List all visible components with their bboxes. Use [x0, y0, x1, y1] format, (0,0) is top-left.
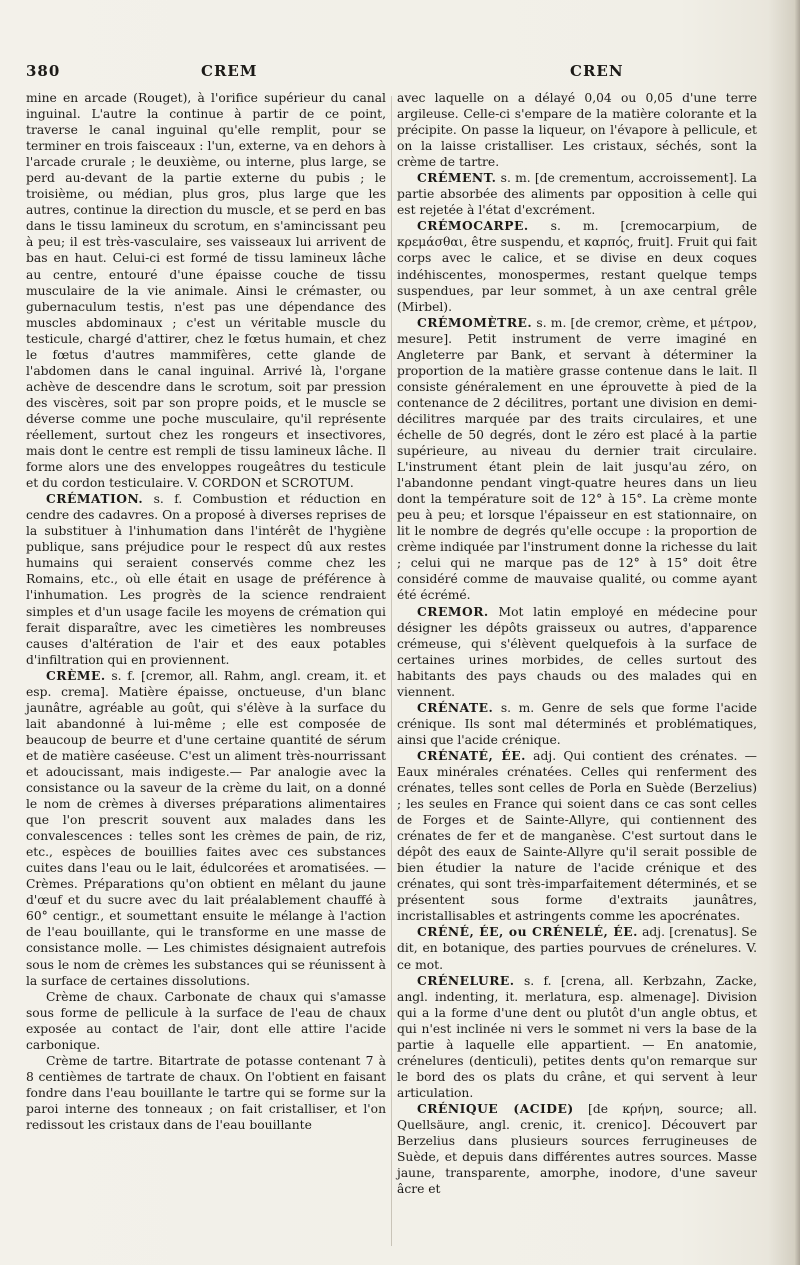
- entry-text: s. f. [crena, all. Kerbzahn, Zacke, angl. indenting, it. merlatura, esp. almenage]. Division qui a la forme d'une dent ou plutôt d'un angle obtus, et qui n'est inclinée ni vers le sommet ni vers la base de la partie à laquelle elle appartient. — En anatomie, crénelures (denticuli), petites dents qu'on remarque sur le bord des os plats du crâne, et qui servent à leur articulation.: [397, 973, 757, 1100]
- dictionary-entry: [397, 218, 757, 314]
- dictionary-entry: [397, 748, 757, 925]
- entry-text: mine en arcade (Rouget), à l'orifice supérieur du canal inguinal. L'autre la continue à partir de ce point, traverse le canal inguinal qu'elle remplit, pour se terminer en trois faisceaux : l'un, externe, va en dehors à l'arcade crurale ; le deuxième, ou interne, plus large, se perd au-devant de la partie externe du pubis ; le troisième, ou médian, plus gros, plus large que les autres, continue la direction du muscle, et se perd en bas dans le tissu lamineux du scrotum, en s'amincissant peu à peu; il est très-vasculaire, ses vaisseaux lui arrivent de bas en haut. Celui-ci est formé de tissu lamineux lâche au centre, entouré d'une épaisse couche de tissu musculaire de la vie animale. Ainsi le crémaster, ou gubernaculum testis, n'est pas une dépendance des muscles abdominaux ; c'est un véritable muscle du testicule, chargé d'attirer, chez le fœtus humain, et chez le fœtus d'autres mammifères, cette glande de l'abdomen dans le canal inguinal. Arrivé là, l'organe achève de descendre dans le scrotum, soit par pression des viscères, soit par son propre poids, et le muscle se déverse comme une poche musculaire, qu'il représente réellement, surtout chez les rongeurs et insectivores, mais dont le centre est rempli de tissu lamineux lâche. Il forme alors une des enveloppes rougeâtres du testicule et du cordon testiculaire. V. CORDON et SCROTUM.: [26, 91, 386, 491]
- book-spine-shadow: [794, 0, 800, 1265]
- entry-text: s. m. Genre de sels que forme l'acide crénique. Ils sont mal déterminés et problématiques, ainsi que l'acide crénique.: [397, 700, 757, 747]
- right-column: [397, 90, 757, 1197]
- entry-headword: CRÉNATE.: [417, 699, 494, 715]
- entry-headword: CREMOR.: [417, 603, 489, 619]
- entry-text: s. f. Combustion et réduction en cendre des cadavres. On a proposé à diverses reprises de la substituer à l'inhumation dans l'intérêt de l'hygiène publique, sans préjudice pour le respect dû aux restes humains qui seraient conservés comme chez les Romains, etc., où elle était en usage de préférence à l'inhumation. Les progrès de la science rendraient simples et d'un usage facile les moyens de crémation qui ferait disparaître, avec les cimetières les nombreuses causes d'altération de l'air et des eaux potables d'infiltration qui en proviennent.: [26, 492, 386, 667]
- entry-text: Crème de chaux. Carbonate de chaux qui s'amasse sous forme de pellicule à la surface de l'eau de chaux exposée au contact de l'air, dont elle attire l'acide carbonique.: [26, 989, 386, 1052]
- dictionary-entry: [26, 668, 386, 989]
- entry-text: adj. Qui contient des crénates. — Eaux minérales crénatées. Celles qui renferment des crénates, telles sont celles de Porla en Suède (Berzelius) ; les seules en France qui soient dans ce cas sont celles de Forges et de Sainte-Allyre, qui contiennent des crénates de fer et de manganèse. C'est surtout dans le dépôt des eaux de Sainte-Allyre qu'il serait possible de bien étudier la nature de l'acide crénique et des crénates, qui sont très-imparfaitement déterminés, et se présentent sous forme d'extraits jaunâtres, incristallisables et astringents comme les apocrénates.: [397, 748, 757, 924]
- entry-text: avec laquelle on a délayé 0,04 ou 0,05 d'une terre argileuse. Celle-ci s'empare de la matière colorante et la précipite. On passe la liqueur, on l'évapore à pellicule, et on la laisse cristalliser. Les cristaux, séchés, sont la crème de tartre.: [397, 91, 757, 170]
- dictionary-entry: [397, 973, 757, 1101]
- column-divider: [391, 96, 392, 1246]
- entry-text: s. m. [cremocarpium, de κρεμάσθαι, être suspendu, et καρπός, fruit]. Fruit qui fait corps avec le calice, et se divise en deux coques indéhiscentes, monospermes, restant quelque temps suspendues, par leur sommet, à un axe central grêle (Mirbel).: [397, 219, 757, 314]
- continuation-paragraph: [397, 90, 757, 170]
- dictionary-subentry: [26, 989, 386, 1053]
- entry-headword: CRÉMATION.: [46, 491, 144, 507]
- entry-text: s. f. [cremor, all. Rahm, angl. cream, it. et esp. crema]. Matière épaisse, onctueuse, d'un blanc jaunâtre, agréable au goût, qui s'élève à la surface du lait abandonné à lui-même ; elle est composée de beaucoup de beurre et d'une certaine quantité de sérum et de matière caséeuse. C'est un aliment très-nourrissant et adoucissant, mais indigeste.— Par analogie avec la consistance ou la saveur de la crème du lait, on a donné le nom de crèmes à diverses préparations alimentaires que l'on prescrit souvent aux malades dans les convalescences : telles sont les crèmes de pain, de riz, etc., espèces de bouillies faites avec ces substances cuites dans l'eau ou le lait, édulcorées et aromatisées. — Crèmes. Préparations qu'on obtient en mêlant du jaune d'œuf et du sucre avec du lait préalablement chauffé à 60° centigr., et soumettant ensuite le mélange à l'action de l'eau bouillante, qui le transforme en une masse de consistance molle. — Les chimistes désignaient autrefois sous le nom de crèmes les substances qui se réunissent à la surface de certaines dissolutions.: [26, 668, 386, 988]
- dictionary-entry: [397, 170, 757, 218]
- entry-text: s. m. [de crementum, accroissement]. La partie absorbée des aliments par opposition à celle qui est rejetée à l'état d'excrément.: [397, 171, 757, 218]
- dictionary-entry: [397, 1101, 757, 1197]
- entry-headword: CRÉMOMÈTRE.: [417, 314, 533, 330]
- entry-headword: CRÉNIQUE (ACIDE): [417, 1100, 574, 1116]
- entry-headword: CRÈME.: [46, 667, 106, 683]
- continuation-paragraph: [26, 90, 386, 491]
- left-column: [26, 90, 386, 1133]
- entry-headword: CRÉNATÉ, ÉE.: [417, 747, 526, 763]
- entry-text: s. m. [de cremor, crème, et μέτρον, mesure]. Petit instrument de verre imaginé en Angleterre par Bank, et servant à déterminer la proportion de la matière grasse contenue dans le lait. Il consiste généralement en une éprouvette à pied de la contenance de 2 décilitres, portant une division en demi-décilitres marquée par des traits circulaires, et une échelle de 50 degrés, dont le zéro est placé à la partie supérieure, au niveau du dernier trait circulaire. L'instrument étant plein de lait jusqu'au zéro, on l'abandonne pendant vingt-quatre heures dans un lieu dont la température soit de 12° à 15°. La crème monte peu à peu; et lorsque l'épaisseur en est stationnaire, on lit le nombre de degrés qu'elle occupe : la proportion de crème indiquée par l'instrument donne la richesse du lait ; celui qui ne marque pas de 12° à 15° doit être considéré comme de mauvaise qualité, ou comme ayant été écrémé.: [397, 315, 757, 603]
- entry-headword: CRÉNELURE.: [417, 972, 515, 988]
- entry-headword: CRÉNÉ, ÉE, ou CRÉNELÉ, ÉE.: [417, 924, 638, 940]
- left-running-head: CREM: [201, 62, 258, 80]
- dictionary-entry: [397, 604, 757, 700]
- entry-text: Mot latin employé en médecine pour désigner les dépôts graisseux ou autres, d'apparence crémeuse, qui s'élèvent quelquefois à la surface de certaines urines morbides, de celles surtout des habitants des pays chauds ou des malades qui en viennent.: [397, 604, 757, 699]
- dictionary-entry: [397, 315, 757, 604]
- entry-text: adj. [crenatus]. Se dit, en botanique, des parties pourvues de crénelures. V. ce mot.: [397, 925, 757, 972]
- right-running-head: CREN: [570, 62, 624, 80]
- page-header: [26, 62, 770, 86]
- entry-headword: CRÉMENT.: [417, 170, 497, 186]
- dictionary-entry: [26, 491, 386, 668]
- dictionary-subentry: [26, 1053, 386, 1133]
- dictionary-entry: [397, 700, 757, 748]
- entry-headword: CRÉMOCARPE.: [417, 218, 529, 234]
- entry-text: Crème de tartre. Bitartrate de potasse contenant 7 à 8 centièmes de tartrate de chaux. On l'obtient en faisant fondre dans l'eau bouillante le tartre qui se forme sur la paroi interne des tonneaux ; on fait cristalliser, et l'on redissout les cristaux dans de l'eau bouillante: [26, 1053, 386, 1132]
- entry-text: [de κρήνη, source; all. Quellsäure, angl. crenic, it. crenico]. Découvert par Berzelius dans plusieurs sources ferrugineuses de Suède, et depuis dans différentes autres sources. Masse jaune, transparente, amorphe, inodore, d'une saveur âcre et: [397, 1101, 757, 1197]
- page-number: 380: [26, 62, 61, 80]
- dictionary-entry: [397, 924, 757, 972]
